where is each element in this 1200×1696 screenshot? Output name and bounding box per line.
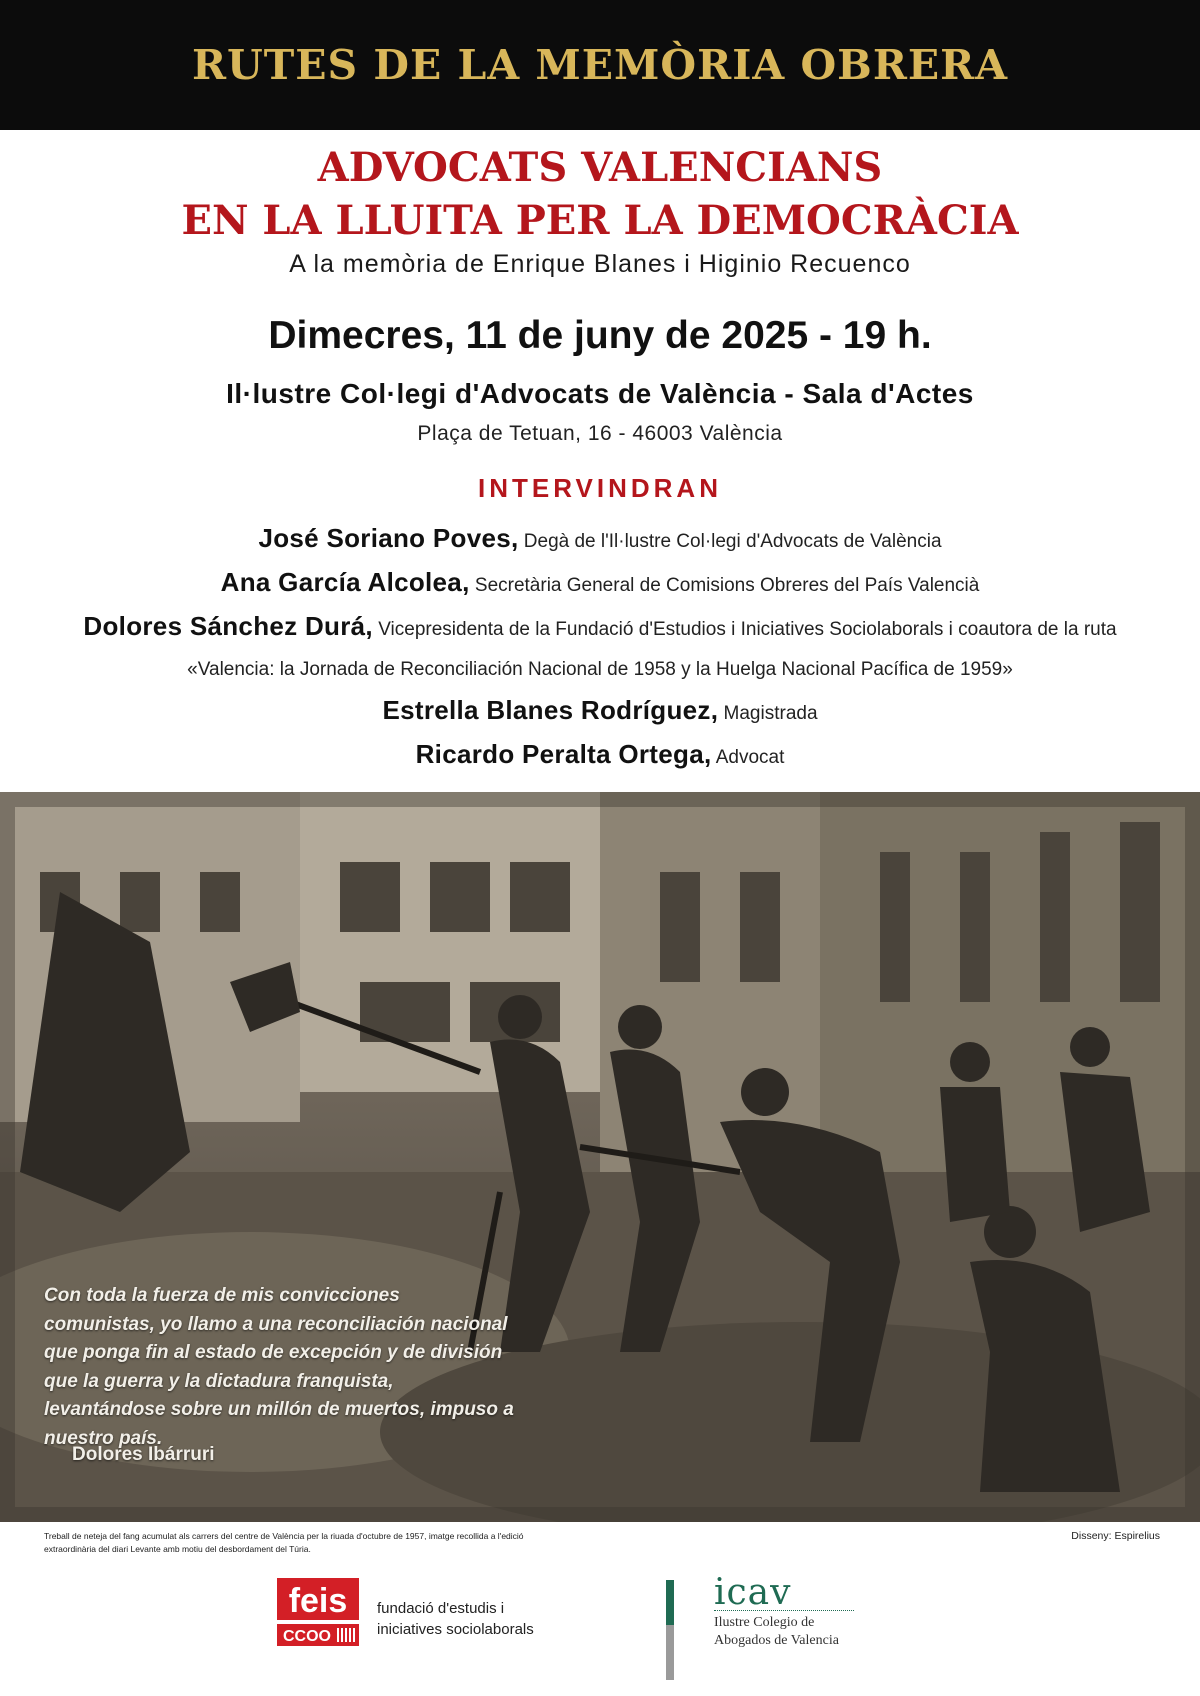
speaker-item	[40, 690, 1160, 734]
event-venue: Il·lustre Col·legi d'Advocats de València - Sala d'Actes	[226, 378, 974, 409]
header-bar	[0, 0, 1200, 130]
event-title-line-2: EN LA LLUITA PER LA DEMOCRÀCIA	[181, 197, 1019, 244]
quote-author: Dolores Ibárruri	[72, 1444, 215, 1465]
design-credit: Disseny: Espirelius	[1071, 1530, 1160, 1542]
icav-rule	[714, 1610, 854, 1612]
logo-divider	[666, 1580, 674, 1680]
speaker-role: Secretària General de Comisions Obreres del País Valencià	[474, 575, 980, 596]
feis-name-line-2: iniciatives sociolaborals	[377, 1621, 534, 1638]
icav-name-line-2: Abogados de Valencia	[714, 1633, 839, 1648]
icav-logo: icav	[714, 1572, 792, 1613]
speakers-heading: INTERVINDRAN	[478, 473, 722, 503]
event-title-line-1: ADVOCATS VALENCIANS	[317, 144, 883, 191]
speaker-name: Dolores Sánchez Durá,	[83, 611, 373, 641]
speaker-name: José Soriano Poves,	[258, 523, 519, 553]
speaker-item	[40, 562, 1160, 606]
speaker-role: Vicepresidenta de la Fundació d'Estudios i Iniciatives Sociolaborals i coautora de la ruta «Valencia: la Jornada de Reconciliación Nacional de 1958 y la Huelga Nacional Pacífica de 1959»	[187, 619, 1117, 680]
event-address: Plaça de Tetuan, 16 - 46003 València	[417, 422, 783, 445]
speaker-role: Degà de l'Il·lustre Col·legi d'Advocats de València	[523, 531, 942, 552]
event-datetime: Dimecres, 11 de juny de 2025 - 19 h.	[268, 314, 932, 357]
feis-logo-mark: feis	[288, 1582, 348, 1620]
speaker-name: Ana García Alcolea,	[220, 567, 470, 597]
speaker-role: Advocat	[715, 747, 785, 768]
ccoo-mark: CCOO	[283, 1628, 331, 1645]
speakers-list	[40, 518, 1160, 778]
feis-name-line-1: fundació d'estudis i	[377, 1600, 505, 1617]
speaker-item	[40, 734, 1160, 778]
icav-name	[714, 1614, 839, 1650]
speaker-name: Ricardo Peralta Ortega,	[415, 739, 712, 769]
speaker-name: Estrella Blanes Rodríguez,	[382, 695, 719, 725]
feis-name	[377, 1598, 534, 1640]
dedication: A la memòria de Enrique Blanes i Higinio Recuenco	[289, 250, 911, 278]
speaker-role: Magistrada	[723, 703, 818, 724]
icav-name-line-1: Ilustre Colegio de	[714, 1615, 815, 1630]
quote-text: Con toda la fuerza de mis convicciones comunistas, yo llamo a una reconciliación nacional que ponga fin al estado de excepción y de división que la guerra y la dictadura franquista, levantándose sobre un millón de muertos, impuso a nuestro país.	[44, 1285, 514, 1449]
feis-logo	[277, 1578, 359, 1648]
photo-caption: Treball de neteja del fang acumulat als carrers del centre de València per la riuada d'octubre de 1957, imatge recollida a l'edició extraordinària del diari Levante amb motiu del desbordament del Túria.	[44, 1531, 524, 1554]
series-title: RUTES DE LA MEMÒRIA OBRERA	[191, 41, 1009, 89]
speaker-item	[40, 606, 1160, 690]
speaker-item	[40, 518, 1160, 562]
